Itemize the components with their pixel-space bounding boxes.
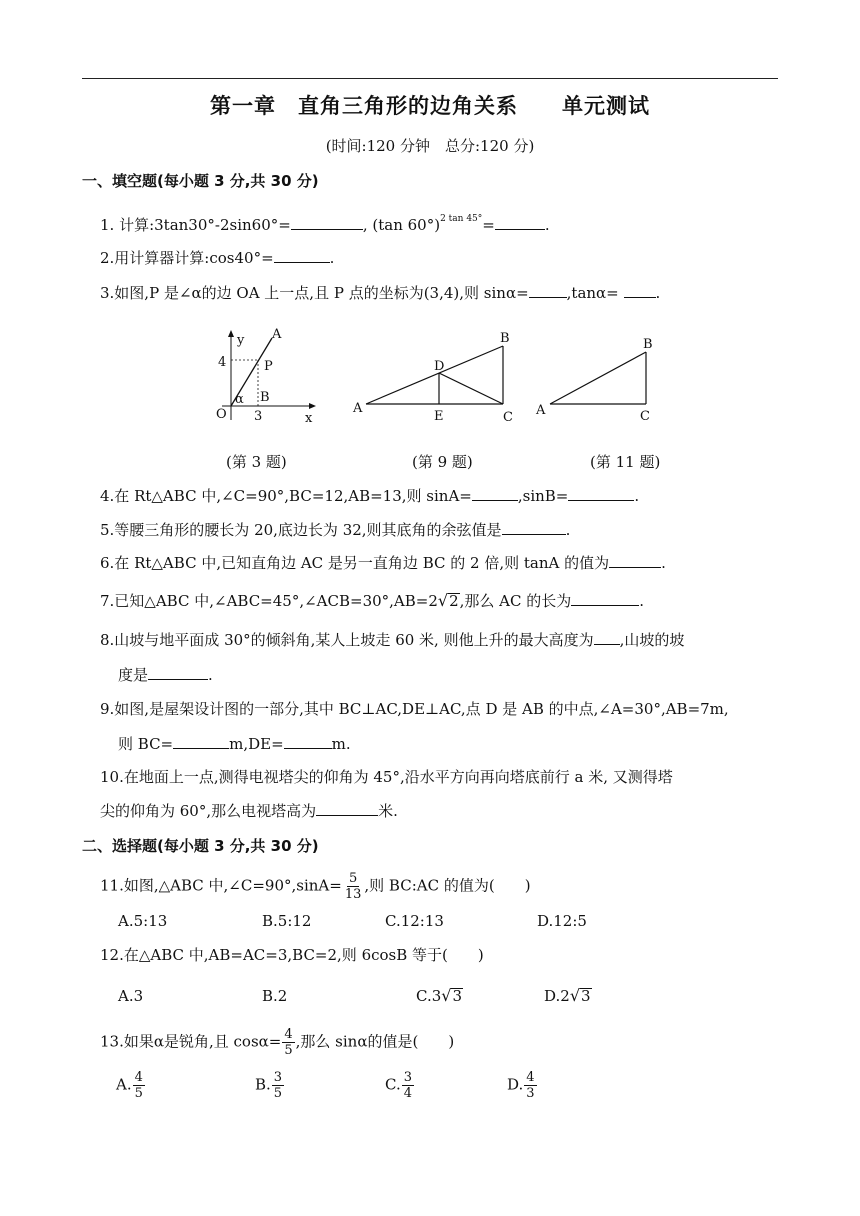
answer-blank[interactable] xyxy=(624,282,656,298)
question-4: 4.在 Rt△ABC 中,∠C=90°,BC=12,AB=13,则 sinA= ,sinB= . xyxy=(100,487,640,505)
answer-blank[interactable] xyxy=(472,485,518,501)
question-5: 5.等腰三角形的腰长为 20,底边长为 32,则其底角的余弦值是 . xyxy=(100,521,571,539)
label-B: B xyxy=(643,337,653,352)
question-11: 11.如图,△ABC 中,∠C=90°,sinA= $\frac{5}{13}$ ,则 BC:AC 的值为( ) xyxy=(100,871,531,902)
answer-blank[interactable] xyxy=(291,214,363,230)
figure-11-caption: (第 11 题) xyxy=(590,453,661,471)
page-subtitle: (时间:120 分钟 总分:120 分) xyxy=(325,137,535,155)
label-4: 4 xyxy=(218,355,227,370)
answer-blank[interactable] xyxy=(495,214,545,230)
answer-blank[interactable] xyxy=(316,800,378,816)
figure-3-caption: (第 3 题) xyxy=(226,453,287,471)
option-11-c[interactable]: C.12:13 xyxy=(385,912,444,930)
label-D: D xyxy=(434,359,445,374)
figure-9-caption: (第 9 题) xyxy=(412,453,473,471)
page-title: 第一章 直角三角形的边角关系 单元测试 xyxy=(210,94,650,118)
fraction: $\frac{5}{13}$ xyxy=(344,871,362,902)
answer-blank[interactable] xyxy=(502,519,566,535)
y-axis-arrow xyxy=(228,330,234,337)
label-y: y xyxy=(237,333,245,348)
label-3: 3 xyxy=(254,409,263,424)
label-A: A xyxy=(272,327,282,342)
label-P: P xyxy=(264,359,273,374)
label-x: x xyxy=(305,411,313,426)
fraction: $\frac{4}{5}$ xyxy=(284,1027,293,1058)
option-12-c[interactable]: C.3 √ 3 xyxy=(416,986,463,1005)
figure-11-diagram xyxy=(530,326,670,426)
section-heading-fill-in: 一、填空题(每小题 3 分,共 30 分) xyxy=(82,172,319,190)
answer-blank[interactable] xyxy=(173,733,229,749)
option-13-c[interactable]: C. $\frac{3}{4}$ xyxy=(385,1070,412,1101)
answer-blank[interactable] xyxy=(284,733,332,749)
question-9-cont: 则 BC= m,DE= m. xyxy=(118,735,351,753)
option-13-b[interactable]: B. $\frac{3}{5}$ xyxy=(255,1070,283,1101)
answer-blank[interactable] xyxy=(609,552,661,568)
sqrt-expression: √ 2 xyxy=(437,591,459,610)
segment-AB xyxy=(550,352,646,404)
answer-blank[interactable] xyxy=(594,629,620,645)
option-11-a[interactable]: A.5:13 xyxy=(118,912,168,930)
section-heading-multiple-choice: 二、选择题(每小题 3 分,共 30 分) xyxy=(82,837,319,855)
label-alpha: α xyxy=(235,392,244,407)
label-O: O xyxy=(216,407,227,422)
segment-DC xyxy=(439,373,503,404)
x-axis-arrow xyxy=(309,403,316,409)
label-B: B xyxy=(500,331,510,346)
option-12-a[interactable]: A.3 xyxy=(118,987,144,1005)
top-rule xyxy=(82,78,778,79)
question-8: 8.山坡与地平面成 30°的倾斜角,某人上坡走 60 米, 则他上升的最大高度为 ,山坡的坡 xyxy=(100,631,685,649)
label-A: A xyxy=(536,403,546,418)
option-12-b[interactable]: B.2 xyxy=(262,987,288,1005)
option-11-b[interactable]: B.5:12 xyxy=(262,912,312,930)
question-8-cont: 度是 . xyxy=(118,666,213,684)
label-C: C xyxy=(640,409,650,424)
label-E: E xyxy=(434,409,444,424)
question-2: 2.用计算器计算:cos40°= . xyxy=(100,249,335,267)
question-10: 10.在地面上一点,测得电视塔尖的仰角为 45°,沿水平方向再向塔底前行 a 米, 又测得塔 xyxy=(100,768,673,786)
question-1: 1. 计算:3tan30°-2sin60°= , (tan 60°)$^{2 tan 45^\circ}$= . xyxy=(100,214,550,234)
question-6: 6.在 Rt△ABC 中,已知直角边 AC 是另一直角边 BC 的 2 倍,则 tanA 的值为 . xyxy=(100,554,666,572)
answer-blank[interactable] xyxy=(148,664,208,680)
answer-blank[interactable] xyxy=(568,485,634,501)
answer-blank[interactable] xyxy=(571,590,639,606)
option-13-d[interactable]: D. $\frac{4}{3}$ xyxy=(507,1070,535,1101)
answer-blank[interactable] xyxy=(529,282,567,298)
label-A: A xyxy=(353,401,363,416)
option-11-d[interactable]: D.12:5 xyxy=(537,912,587,930)
question-12: 12.在△ABC 中,AB=AC=3,BC=2,则 6cosB 等于( ) xyxy=(100,946,484,964)
label-B: B xyxy=(260,390,270,405)
question-7: 7.已知△ABC 中,∠ABC=45°,∠ACB=30°,AB=2 √ 2 ,那么 AC 的长为 . xyxy=(100,591,645,610)
question-10-cont: 尖的仰角为 60°,那么电视塔高为 米. xyxy=(100,802,398,820)
answer-blank[interactable] xyxy=(274,247,330,263)
option-12-d[interactable]: D.2 √ 3 xyxy=(544,986,591,1005)
question-9: 9.如图,是屋架设计图的一部分,其中 BC⊥AC,DE⊥AC,点 D 是 AB 的中点,∠A=30°,AB=7m, xyxy=(100,700,729,718)
question-3: 3.如图,P 是∠α的边 OA 上一点,且 P 点的坐标为(3,4),则 sinα= ,tanα= . xyxy=(100,284,661,302)
question-13: 13.如果α是锐角,且 cosα= $\frac{4}{5}$ ,那么 sinα的值是( ) xyxy=(100,1027,455,1058)
label-C: C xyxy=(503,410,513,425)
figure-9-diagram xyxy=(348,326,526,426)
option-13-a[interactable]: A. $\frac{4}{5}$ xyxy=(116,1070,143,1101)
segment-AB xyxy=(366,346,503,404)
figure-3-diagram xyxy=(212,326,324,426)
